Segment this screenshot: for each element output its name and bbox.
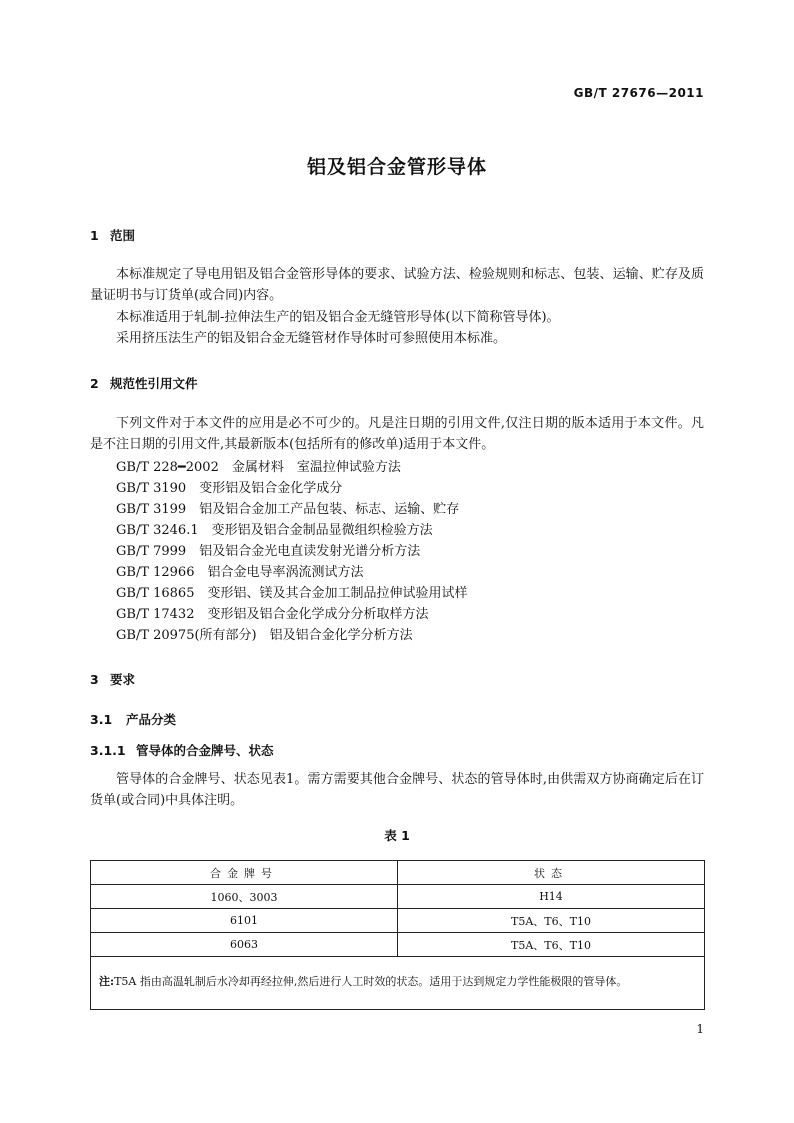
paragraph: 下列文件对于本文件的应用是必不可少的。凡是注日期的引用文件,仅注日期的版本适用于本文件。凡是不注日期的引用文件,其最新版本(包括所有的修改单)适用于本文件。 (90, 416, 704, 452)
subsection-3-1-1-heading (90, 741, 274, 759)
section-title: 范围 (110, 228, 136, 243)
alloy-cell: 6101 (91, 909, 398, 933)
reference-item: GB/T 17432 变形铝及铝合金化学成分分析取样方法 (116, 607, 429, 622)
reference-item: GB/T 12966 铝合金电导率涡流测试方法 (116, 565, 364, 580)
paragraph: 本标准规定了导电用铝及铝合金管形导体的要求、试验方法、检验规则和标志、包装、运输、贮存及质量证明书与订货单(或合同)内容。 (90, 267, 704, 303)
table-row (91, 933, 705, 957)
section-number: 3 (90, 672, 99, 687)
temper-cell: H14 (398, 885, 705, 909)
paragraph: 采用挤压法生产的铝及铝合金无缝管材作导体时可参照使用本标准。 (116, 331, 507, 346)
section-2-heading (90, 374, 198, 392)
alloy-cell: 1060、3003 (91, 885, 398, 909)
section-title: 规范性引用文件 (110, 376, 198, 391)
document-title: 铝及铝合金管形导体 (306, 156, 487, 178)
table-header-row (91, 861, 705, 885)
alloy-temper-table (90, 860, 705, 1010)
note-label: 注: (99, 975, 115, 988)
page-number: 1 (696, 1022, 704, 1036)
reference-item: GB/T 3246.1 变形铝及铝合金制品显微组织检验方法 (116, 523, 433, 538)
table-caption: 表 1 (384, 828, 410, 843)
subsection-3-1-heading (90, 710, 176, 728)
column-header-temper: 状态 (398, 861, 705, 885)
table-row (91, 885, 705, 909)
section-1-heading (90, 226, 135, 244)
standard-number: GB/T 27676—2011 (573, 86, 704, 100)
section-3-heading (90, 670, 135, 688)
section-title: 要求 (110, 672, 136, 687)
table-note (91, 957, 705, 1010)
paragraph: 管导体的合金牌号、状态见表1。需方需要其他合金牌号、状态的管导体时,由供需双方协商确定后在订货单(或合同)中具体注明。 (90, 772, 704, 808)
temper-cell: T5A、T6、T10 (398, 909, 705, 933)
section-number: 2 (90, 376, 99, 391)
temper-cell: T5A、T6、T10 (398, 933, 705, 957)
subsection-number: 3.1 (90, 712, 113, 727)
subsection-title: 产品分类 (126, 712, 177, 727)
reference-item: GB/T 228━2002 金属材料 室温拉伸试验方法 (116, 460, 401, 475)
alloy-cell: 6063 (91, 933, 398, 957)
reference-item: GB/T 7999 铝及铝合金光电直读发射光谱分析方法 (116, 544, 421, 559)
reference-item: GB/T 3199 铝及铝合金加工产品包装、标志、运输、贮存 (116, 502, 460, 517)
paragraph: 本标准适用于轧制-拉伸法生产的铝及铝合金无缝管形导体(以下简称管导体)。 (116, 310, 560, 325)
table-note-row (91, 957, 705, 1010)
subsection-number: 3.1.1 (90, 743, 126, 758)
reference-item: GB/T 16865 变形铝、镁及其合金加工制品拉伸试验用试样 (116, 586, 468, 601)
reference-item: GB/T 20975(所有部分) 铝及铝合金化学分析方法 (116, 628, 413, 643)
column-header-alloy: 合金牌号 (91, 861, 398, 885)
note-text: T5A 指由高温轧制后水冷却再经拉伸,然后进行人工时效的状态。适用于达到规定力学性能极限的管导体。 (114, 975, 628, 988)
section-number: 1 (90, 228, 99, 243)
reference-item: GB/T 3190 变形铝及铝合金化学成分 (116, 481, 343, 496)
table-row (91, 909, 705, 933)
subsection-title: 管导体的合金牌号、状态 (136, 743, 274, 758)
